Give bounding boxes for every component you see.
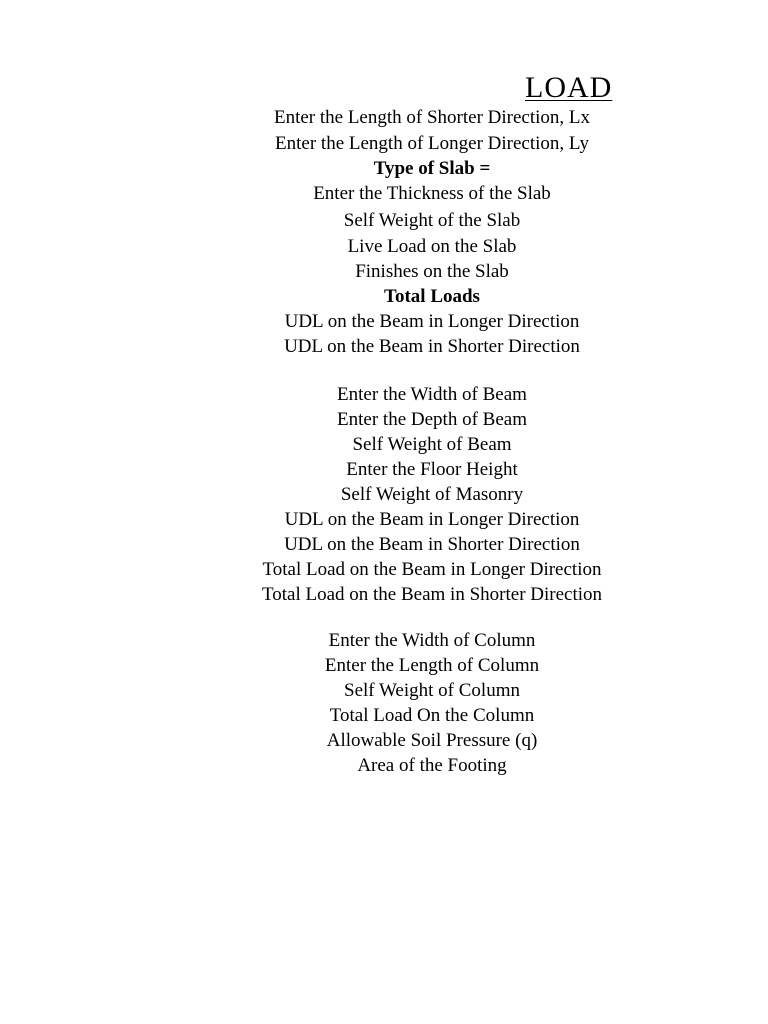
label-column-width: Enter the Width of Column — [328, 630, 536, 651]
label-beam-total-load-shorter: Total Load on the Beam in Shorter Direction — [261, 584, 603, 605]
label-column-self-weight: Self Weight of Column — [344, 680, 520, 701]
label-beam-udl-shorter: UDL on the Beam in Shorter Direction — [284, 534, 580, 555]
label-shorter-direction: Enter the Length of Shorter Direction, Lx — [273, 107, 591, 128]
label-beam-total-load-longer: Total Load on the Beam in Longer Direction — [262, 559, 602, 580]
label-masonry-self-weight: Self Weight of Masonry — [340, 484, 524, 505]
label-slab-udl-shorter: UDL on the Beam in Shorter Direction — [284, 336, 580, 357]
label-beam-width: Enter the Width of Beam — [337, 384, 527, 405]
label-beam-udl-longer: UDL on the Beam in Longer Direction — [284, 509, 580, 530]
label-column-total-load: Total Load On the Column — [329, 705, 535, 726]
label-allowable-soil-pressure: Allowable Soil Pressure (q) — [326, 730, 538, 751]
label-footing-area: Area of the Footing — [357, 755, 507, 776]
label-floor-height: Enter the Floor Height — [346, 459, 518, 480]
label-slab-self-weight: Self Weight of the Slab — [343, 210, 521, 231]
label-slab-udl-longer: UDL on the Beam in Longer Direction — [284, 311, 580, 332]
column-section — [232, 628, 632, 778]
page-title: LOAD — [525, 71, 613, 104]
label-longer-direction: Enter the Length of Longer Direction, Ly — [275, 133, 589, 154]
label-type-of-slab: Type of Slab = — [373, 158, 491, 179]
title-area — [500, 68, 619, 108]
label-beam-self-weight: Self Weight of Beam — [352, 434, 512, 455]
label-slab-thickness: Enter the Thickness of the Slab — [313, 183, 551, 204]
label-slab-finishes: Finishes on the Slab — [355, 261, 509, 282]
label-total-loads: Total Loads — [384, 286, 480, 307]
label-column-length: Enter the Length of Column — [324, 655, 540, 676]
slab-section — [232, 105, 632, 359]
label-beam-depth: Enter the Depth of Beam — [337, 409, 527, 430]
beam-section — [232, 382, 632, 607]
label-slab-live-load: Live Load on the Slab — [347, 236, 517, 257]
